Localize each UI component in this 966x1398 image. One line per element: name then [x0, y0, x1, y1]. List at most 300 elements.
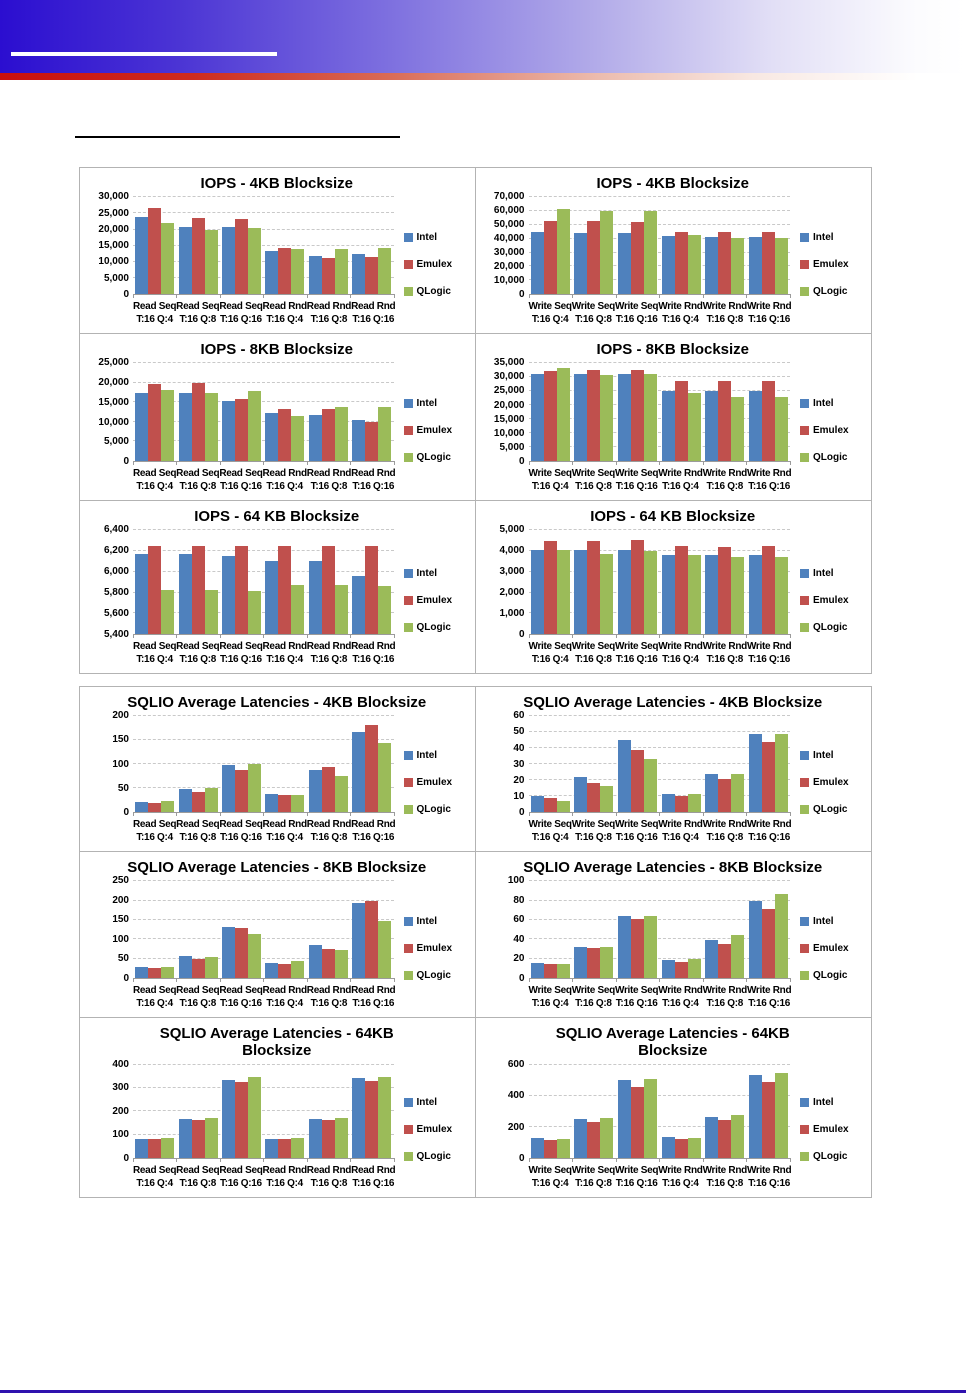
bar-qlogic: [248, 228, 261, 294]
bar-qlogic: [161, 590, 174, 634]
plot-column: [133, 716, 394, 849]
bar-qlogic: [644, 916, 657, 978]
bar-emulex: [192, 1120, 205, 1158]
bar-qlogic: [291, 249, 304, 294]
bar-group: [703, 197, 747, 294]
legend-swatch-qlogic: [404, 1152, 413, 1161]
bar-intel: [309, 770, 322, 812]
chart-body: [482, 191, 865, 331]
category-label-line: Write Seq: [615, 819, 659, 830]
legend-label: Emulex: [813, 1124, 849, 1136]
chart-title: [482, 337, 865, 363]
bar-intel: [749, 555, 762, 634]
bar-emulex: [235, 1082, 248, 1158]
x-axis-tick: [703, 978, 704, 982]
y-tick-label: 70,000: [493, 191, 525, 203]
bar-emulex: [192, 546, 205, 634]
bar-intel: [265, 561, 278, 634]
bar-intel: [662, 960, 675, 978]
legend-label: QLogic: [416, 622, 451, 634]
bar-emulex: [587, 948, 600, 978]
category-label-line: T:16 Q:16: [220, 314, 262, 325]
bar-qlogic: [291, 1138, 304, 1158]
y-axis: [86, 191, 133, 331]
y-axis-labels: [86, 357, 133, 467]
legend-label: Emulex: [813, 595, 849, 607]
chart-title: [482, 855, 865, 881]
plot-area: [133, 716, 394, 813]
legend-item-qlogic: [404, 286, 468, 297]
category-label-line: T:16 Q:4: [136, 832, 173, 843]
bar-emulex: [718, 1120, 731, 1158]
bar-emulex: [192, 218, 205, 294]
bar-intel: [574, 947, 587, 978]
chart-body: [482, 524, 865, 671]
bar-emulex: [544, 371, 557, 461]
bar-intel: [662, 555, 675, 634]
chart-body: [86, 357, 468, 498]
category-label-line: Read Seq: [133, 985, 177, 996]
y-tick-label: 2,000: [499, 587, 525, 599]
x-axis-tick: [350, 294, 351, 298]
bar-intel: [222, 1080, 235, 1158]
category-label-line: T:16 Q:4: [531, 314, 569, 325]
bar-intel: [222, 556, 235, 634]
bar-emulex: [587, 221, 600, 294]
legend-label: QLogic: [416, 804, 451, 816]
bar-emulex: [587, 1122, 600, 1158]
x-axis-tick: [350, 634, 351, 638]
category-label-line: T:16 Q:4: [662, 1178, 699, 1189]
bar-group: [176, 1065, 219, 1159]
legend-label: QLogic: [416, 452, 451, 464]
category-label-line: Read Seq: [133, 641, 177, 652]
bar-qlogic: [688, 235, 701, 294]
bar-emulex: [631, 370, 644, 461]
bar-emulex: [675, 962, 688, 978]
category-label-line: Write Seq: [528, 985, 572, 996]
category-label: [263, 640, 307, 671]
category-label: [133, 467, 176, 498]
latency-charts-table: [79, 686, 872, 1198]
category-label-line: Read Seq: [176, 985, 220, 996]
plot-area: [133, 363, 394, 462]
legend-swatch-intel: [404, 399, 413, 408]
bar-group: [746, 1065, 790, 1159]
y-tick-label: 50: [513, 726, 525, 738]
bar-emulex: [235, 770, 248, 812]
bar-emulex: [192, 792, 205, 812]
bar-group: [307, 197, 350, 294]
bar-intel: [222, 927, 235, 978]
bar-intel: [135, 217, 148, 294]
legend-item-qlogic: [404, 804, 468, 815]
bar-emulex: [365, 1081, 378, 1158]
x-axis-tick: [572, 978, 573, 982]
bar-qlogic: [161, 1138, 174, 1158]
legend-item-qlogic: [404, 970, 468, 981]
x-axis-tick: [176, 461, 177, 465]
x-axis-tick: [790, 1158, 791, 1162]
bar-group: [307, 530, 350, 634]
bar-groups: [133, 716, 394, 812]
legend-swatch-intel: [800, 917, 809, 926]
category-label-line: T:16 Q:4: [266, 998, 303, 1009]
y-tick-label: 5,000: [499, 524, 525, 536]
bar-qlogic: [600, 786, 613, 812]
bar-intel: [618, 233, 631, 295]
bar-groups: [529, 530, 791, 634]
y-tick-label: 25,000: [493, 385, 525, 397]
bar-emulex: [148, 968, 161, 978]
bar-qlogic: [775, 894, 788, 978]
bar-emulex: [235, 546, 248, 634]
category-label-line: T:16 Q:16: [615, 832, 658, 843]
bar-qlogic: [161, 390, 174, 461]
bar-qlogic: [775, 397, 788, 461]
legend-swatch-intel: [404, 751, 413, 760]
chart-sqlio-latency-8kb-read: [80, 852, 476, 1018]
chart-sqlio-latency-64kb-write: [476, 1018, 872, 1197]
category-axis: [529, 462, 791, 498]
category-label-line: T:16 Q:16: [352, 314, 395, 325]
bar-groups: [133, 1065, 394, 1159]
chart-iops-4kb-write: [476, 168, 872, 334]
bar-emulex: [278, 964, 291, 978]
bar-group: [746, 881, 790, 978]
bar-emulex: [322, 1120, 335, 1158]
category-label-line: T:16 Q:16: [220, 1178, 262, 1189]
x-axis-tick: [394, 461, 395, 465]
bar-group: [350, 363, 393, 461]
legend-item-qlogic: [404, 622, 468, 633]
x-axis-tick: [394, 294, 395, 298]
legend-label: QLogic: [813, 804, 848, 816]
category-label: [263, 818, 307, 849]
bar-groups: [529, 881, 791, 978]
category-label: [219, 1164, 262, 1195]
y-axis-labels: [86, 710, 133, 818]
category-label: [615, 1164, 658, 1195]
category-label: [351, 984, 395, 1015]
bar-qlogic: [644, 211, 657, 294]
bar-group: [307, 363, 350, 461]
y-tick-label: 100: [112, 1129, 129, 1141]
bar-emulex: [675, 381, 688, 461]
category-label: [572, 1164, 615, 1195]
bar-emulex: [322, 767, 335, 812]
chart-title-line: Blocksize: [242, 1042, 312, 1060]
y-axis-labels: [482, 524, 529, 640]
chart-title-line: IOPS - 64 KB Blocksize: [590, 508, 756, 525]
x-axis-tick: [616, 1158, 617, 1162]
bar-group: [746, 363, 790, 461]
chart-title: [482, 504, 865, 530]
legend-item-emulex: [404, 595, 468, 606]
category-label: [529, 467, 572, 498]
y-tick-label: 20,000: [98, 223, 129, 235]
category-label: [307, 300, 351, 331]
x-axis-tick: [746, 634, 747, 638]
bar-group: [263, 1065, 306, 1159]
plot-area: [133, 1065, 394, 1160]
legend-item-qlogic: [800, 1151, 864, 1162]
y-axis: [482, 710, 529, 849]
legend-swatch-intel: [800, 1098, 809, 1107]
bar-intel: [179, 956, 192, 978]
category-label-line: T:16 Q:4: [662, 314, 699, 325]
y-tick-label: 25,000: [98, 207, 129, 219]
legend-item-qlogic: [800, 452, 864, 463]
legend-swatch-emulex: [800, 260, 809, 269]
chart-title-line: IOPS - 8KB Blocksize: [200, 341, 354, 358]
bar-group: [703, 881, 747, 978]
bar-intel: [574, 777, 587, 812]
bar-qlogic: [688, 555, 701, 634]
chart-legend: [793, 197, 864, 331]
category-label-line: T:16 Q:8: [575, 832, 612, 843]
x-axis-tick: [133, 634, 134, 638]
bar-group: [220, 1065, 263, 1159]
category-label-line: T:16 Q:16: [352, 998, 395, 1009]
bar-emulex: [322, 409, 335, 461]
bar-intel: [662, 794, 675, 812]
legend-label: Emulex: [416, 1124, 453, 1136]
y-tick-label: 10,000: [98, 256, 129, 268]
category-label: [219, 467, 262, 498]
category-label-line: T:16 Q:16: [352, 481, 395, 492]
category-label-line: Write Seq: [528, 1165, 572, 1176]
legend-item-emulex: [800, 1124, 864, 1135]
bar-intel: [309, 1119, 322, 1158]
category-label-line: T:16 Q:16: [220, 654, 262, 665]
category-label-line: Write Rnd: [658, 819, 703, 830]
x-axis-tick: [263, 812, 264, 816]
legend-label: QLogic: [813, 285, 848, 297]
category-label: [176, 984, 219, 1015]
category-label: [351, 640, 395, 671]
category-label-line: T:16 Q:8: [310, 998, 348, 1009]
y-axis-labels: [86, 875, 133, 984]
bar-group: [616, 716, 660, 812]
x-axis-tick: [572, 461, 573, 465]
plot-column: [133, 1065, 394, 1196]
category-label-line: T:16 Q:16: [220, 832, 262, 843]
category-label-line: Read Rnd: [306, 985, 352, 996]
bar-emulex: [631, 222, 644, 294]
category-label-line: Read Rnd: [262, 1165, 307, 1176]
legend-swatch-intel: [404, 1098, 413, 1107]
bar-group: [616, 881, 660, 978]
category-label-line: T:16 Q:16: [748, 654, 790, 665]
category-label-line: Read Seq: [219, 468, 263, 479]
bar-emulex: [544, 1140, 557, 1158]
chart-title: [86, 337, 468, 363]
legend-item-intel: [800, 1097, 864, 1108]
y-tick-label: 100: [112, 758, 129, 770]
plot-column: [529, 197, 791, 331]
legend-item-qlogic: [404, 1151, 468, 1162]
x-axis-tick: [350, 978, 351, 982]
legend-label: Intel: [416, 231, 438, 243]
bar-emulex: [192, 959, 205, 978]
category-label: [529, 300, 572, 331]
bar-intel: [705, 237, 718, 294]
chart-iops-4kb-read: [80, 168, 476, 334]
category-label-line: T:16 Q:16: [352, 1178, 395, 1189]
y-tick-label: 40,000: [493, 233, 525, 245]
y-tick-label: 1,000: [499, 608, 525, 620]
bar-group: [220, 881, 263, 978]
bar-intel: [705, 555, 718, 634]
y-tick-label: 0: [123, 456, 129, 467]
category-label-line: Write Rnd: [702, 301, 747, 312]
y-tick-label: 30,000: [493, 247, 525, 259]
category-label: [351, 300, 395, 331]
bar-qlogic: [378, 586, 391, 634]
category-label: [615, 467, 658, 498]
legend-swatch-emulex: [800, 596, 809, 605]
bar-emulex: [675, 1139, 688, 1158]
bar-intel: [574, 374, 587, 461]
category-label: [658, 467, 702, 498]
plot-column: [133, 530, 394, 671]
legend-item-emulex: [404, 943, 468, 954]
bar-emulex: [718, 381, 731, 461]
category-label-line: Write Seq: [615, 301, 659, 312]
x-axis-tick: [307, 978, 308, 982]
category-label: [747, 640, 791, 671]
category-label-line: T:16 Q:8: [706, 314, 744, 325]
bar-group: [659, 881, 703, 978]
bar-qlogic: [335, 950, 348, 978]
x-axis-tick: [616, 461, 617, 465]
category-label-line: T:16 Q:16: [220, 998, 262, 1009]
y-tick-label: 0: [518, 456, 525, 467]
category-label-line: Read Rnd: [351, 819, 396, 830]
chart-title: [482, 1021, 865, 1065]
legend-swatch-qlogic: [800, 971, 809, 980]
x-axis-tick: [572, 1158, 573, 1162]
bar-intel: [618, 740, 631, 812]
x-axis-tick: [307, 1158, 308, 1162]
category-label-line: Write Rnd: [702, 819, 747, 830]
bar-group: [263, 363, 306, 461]
legend-swatch-qlogic: [800, 453, 809, 462]
bar-intel: [265, 963, 278, 978]
y-tick-label: 30: [513, 758, 525, 770]
plot-column: [529, 530, 791, 671]
bar-intel: [618, 916, 631, 978]
plot-area: [529, 716, 791, 813]
x-axis-tick: [176, 812, 177, 816]
x-axis-tick: [529, 294, 530, 298]
category-label-line: Write Seq: [571, 1165, 615, 1176]
category-label-line: Write Rnd: [702, 1165, 747, 1176]
bar-intel: [265, 1139, 278, 1158]
category-label: [219, 300, 262, 331]
category-label: [133, 1164, 176, 1195]
y-tick-label: 400: [507, 1090, 525, 1102]
y-tick-label: 6,200: [103, 545, 129, 557]
y-tick-label: 300: [112, 1082, 129, 1094]
x-axis-tick: [790, 294, 791, 298]
legend-item-emulex: [800, 595, 864, 606]
bar-intel: [531, 550, 544, 634]
legend-item-emulex: [800, 425, 864, 436]
bar-intel: [749, 901, 762, 978]
legend-swatch-qlogic: [800, 287, 809, 296]
category-label-line: T:16 Q:8: [179, 832, 217, 843]
chart-body: [86, 1058, 468, 1196]
bar-qlogic: [335, 407, 348, 461]
bar-group: [746, 197, 790, 294]
category-label-line: T:16 Q:8: [575, 314, 612, 325]
category-label: [263, 300, 307, 331]
y-axis-labels: [86, 191, 133, 300]
bar-emulex: [148, 208, 161, 294]
bar-emulex: [322, 258, 335, 294]
y-axis: [86, 1058, 133, 1196]
category-label-line: T:16 Q:16: [748, 998, 790, 1009]
category-label-line: Read Seq: [219, 301, 263, 312]
legend-item-intel: [800, 750, 864, 761]
x-axis-tick: [659, 294, 660, 298]
bar-intel: [531, 963, 544, 978]
legend-item-intel: [404, 916, 468, 927]
bar-group: [529, 363, 573, 461]
legend-label: Emulex: [416, 425, 453, 437]
x-axis-tick: [529, 1158, 530, 1162]
category-label: [263, 1164, 307, 1195]
bar-group: [263, 197, 306, 294]
y-axis: [86, 875, 133, 1015]
bar-group: [572, 881, 616, 978]
category-label-line: Write Seq: [571, 301, 615, 312]
bar-qlogic: [644, 374, 657, 461]
category-label: [658, 818, 702, 849]
x-axis-tick: [746, 812, 747, 816]
x-axis-tick: [220, 978, 221, 982]
category-axis: [133, 813, 394, 849]
chart-title-line: IOPS - 8KB Blocksize: [596, 341, 750, 358]
y-tick-label: 10,000: [493, 275, 525, 287]
bar-group: [659, 530, 703, 634]
bar-qlogic: [557, 801, 570, 812]
bar-emulex: [675, 546, 688, 634]
bar-emulex: [235, 928, 248, 978]
category-label-line: T:16 Q:16: [748, 314, 790, 325]
x-axis-tick: [263, 634, 264, 638]
y-tick-label: 3,000: [499, 566, 525, 578]
y-tick-label: 100: [507, 875, 525, 887]
bar-group: [572, 363, 616, 461]
legend-item-emulex: [800, 259, 864, 270]
chart-title: [86, 504, 468, 530]
y-tick-label: 0: [518, 973, 525, 984]
legend-item-qlogic: [800, 286, 864, 297]
category-label-line: Write Rnd: [746, 641, 792, 652]
y-axis-labels: [482, 191, 529, 300]
chart-title-line: SQLIO Average Latencies - 8KB Blocksize: [127, 859, 427, 876]
x-axis-tick: [394, 1158, 395, 1162]
y-tick-label: 150: [112, 734, 129, 746]
bar-intel: [352, 1078, 365, 1158]
category-label-line: Write Rnd: [658, 468, 703, 479]
x-axis-tick: [529, 978, 530, 982]
plot-column: [133, 881, 394, 1015]
bar-emulex: [762, 381, 775, 461]
